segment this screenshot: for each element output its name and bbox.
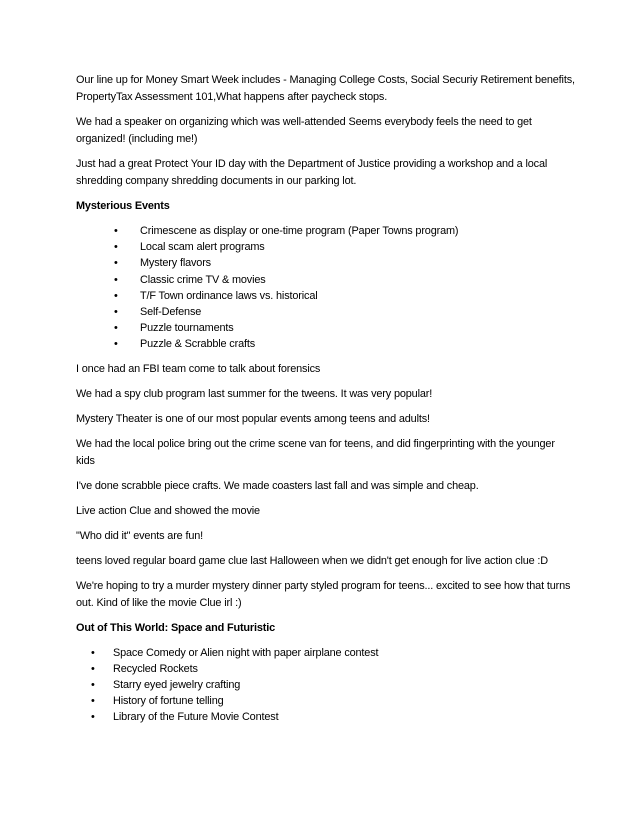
list-item — [76, 288, 576, 304]
paragraph-fbi-forensics: I once had an FBI team come to talk about forensics — [76, 362, 321, 375]
section-heading-mysterious-events: Mysterious Events — [76, 200, 170, 212]
list-item — [76, 272, 576, 288]
bullet-icon: • — [114, 289, 118, 302]
paragraph-board-game-clue: teens loved regular board game clue last Halloween when we didn't get enough for live action clue :D — [76, 554, 549, 567]
list-item-text: Mystery flavors — [140, 257, 211, 270]
list-item-text: Starry eyed jewelry crafting — [113, 679, 241, 692]
list-item — [76, 223, 576, 239]
list-item-text: Self-Defense — [140, 306, 202, 319]
bullet-icon: • — [91, 679, 95, 692]
bullet-icon: • — [91, 646, 95, 659]
list-item — [76, 709, 576, 725]
bullet-icon: • — [114, 225, 118, 237]
bullet-icon: • — [91, 711, 95, 724]
list-item-text: Library of the Future Movie Contest — [113, 711, 279, 724]
paragraph-scrabble-crafts: I've done scrabble piece crafts. We made coasters last fall and was simple and cheap. — [76, 479, 479, 492]
paragraph-money-smart-week: Our line up for Money Smart Week includes - Managing College Costs, Social Securiy Retirement benefits, PropertyTax Assessment 101,What happens after paycheck stops. — [76, 74, 575, 103]
list-item-text: Classic crime TV & movies — [140, 273, 266, 286]
list-item — [76, 336, 576, 352]
bullet-icon: • — [91, 662, 95, 675]
bullet-icon: • — [114, 257, 118, 270]
bullet-icon: • — [91, 695, 95, 708]
paragraph-protect-your-id: Just had a great Protect Your ID day with the Department of Justice providing a workshop and a local shredding company shredding documents in our parking lot. — [76, 158, 548, 187]
list-item — [76, 304, 576, 320]
list-item — [76, 645, 576, 661]
paragraph-spy-club: We had a spy club program last summer for the tweens. It was very popular! — [76, 387, 433, 400]
list-item-text: History of fortune telling — [113, 695, 224, 708]
list-item-text: Local scam alert programs — [140, 241, 265, 254]
list-item-text: Recycled Rockets — [113, 662, 198, 675]
list-item-text: Puzzle & Scrabble crafts — [140, 338, 256, 351]
list-item — [76, 677, 576, 693]
section-heading-space-futuristic: Out of This World: Space and Futuristic — [76, 621, 276, 634]
space-futuristic-list — [76, 645, 576, 726]
bullet-icon: • — [114, 338, 118, 351]
paragraph-live-action-clue: Live action Clue and showed the movie — [76, 504, 260, 517]
list-item — [76, 661, 576, 677]
document-page — [76, 72, 576, 734]
paragraph-crime-scene-van: We had the local police bring out the crime scene van for teens, and did fingerprinting with the younger kids — [76, 437, 555, 467]
mysterious-events-list — [76, 223, 576, 353]
paragraph-organizing-speaker: We had a speaker on organizing which was well-attended Seems everybody feels the need to get organized! (including me!) — [76, 116, 532, 145]
list-item — [76, 320, 576, 336]
bullet-icon: • — [114, 241, 118, 254]
list-item — [76, 255, 576, 271]
list-item-text: Puzzle tournaments — [140, 322, 234, 335]
paragraph-murder-mystery-dinner: We're hoping to try a murder mystery dinner party styled program for teens... excited to see how that turns out. Kind of like the movie Clue irl :) — [76, 579, 571, 609]
list-item — [76, 239, 576, 255]
list-item-text: Crimescene as display or one-time program (Paper Towns program) — [140, 225, 459, 237]
list-item-text: T/F Town ordinance laws vs. historical — [140, 289, 318, 302]
bullet-icon: • — [114, 322, 118, 335]
bullet-icon: • — [114, 306, 118, 319]
paragraph-who-did-it: "Who did it" events are fun! — [76, 529, 204, 542]
list-item — [76, 693, 576, 709]
bullet-icon: • — [114, 273, 118, 286]
paragraph-mystery-theater: Mystery Theater is one of our most popular events among teens and adults! — [76, 412, 430, 425]
list-item-text: Space Comedy or Alien night with paper airplane contest — [113, 646, 379, 659]
